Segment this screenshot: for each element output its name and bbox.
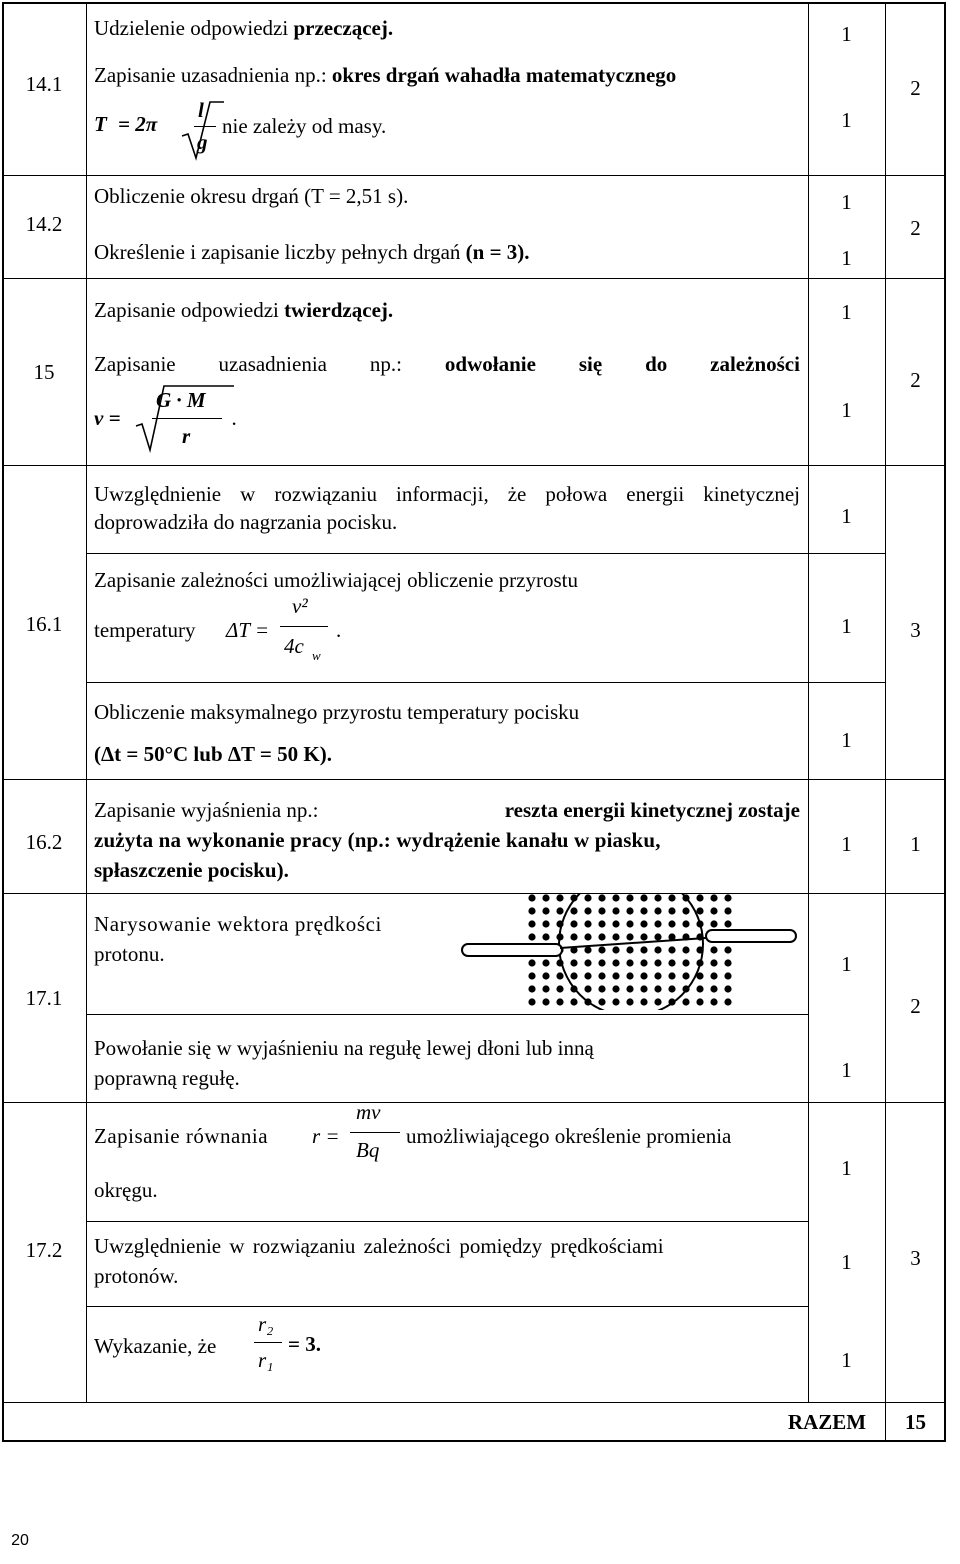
- field-dot: [640, 972, 647, 979]
- point-value: 1: [841, 246, 852, 270]
- field-dot: [668, 920, 675, 927]
- criterion-text: Wykazanie, że: [94, 1334, 217, 1358]
- point-value: 1: [841, 1348, 852, 1372]
- field-dot: [682, 946, 689, 953]
- field-dot: [710, 972, 717, 979]
- row-divider: [2, 779, 946, 780]
- field-dot: [682, 907, 689, 914]
- field-dot: [654, 894, 661, 901]
- criterion-text: Zapisanie zależności umożliwiającej obliczenie przyrostu: [94, 568, 578, 592]
- formula-radius-ratio: r₂ r₁ = 3.: [254, 1316, 354, 1386]
- field-dot: [528, 972, 535, 979]
- proton-entry-arrow: [462, 944, 562, 956]
- point-value: 1: [841, 504, 852, 528]
- field-dot: [724, 985, 731, 992]
- field-dot: [640, 959, 647, 966]
- field-dot: [626, 998, 633, 1005]
- criterion-text: temperatury: [94, 618, 196, 642]
- criterion-text: spłaszczenie pocisku).: [94, 858, 289, 882]
- field-dot: [710, 946, 717, 953]
- field-dot: [570, 998, 577, 1005]
- field-dot: [612, 972, 619, 979]
- criterion-text: Zapisanie uzasadnienia np.: okres drgań wahadła matematycznego: [94, 63, 677, 87]
- point-value: 1: [841, 728, 852, 752]
- field-dot: [528, 959, 535, 966]
- field-dot: [682, 920, 689, 927]
- field-dot: [626, 946, 633, 953]
- field-dot: [584, 920, 591, 927]
- row-divider: [2, 278, 946, 279]
- field-dot: [654, 959, 661, 966]
- criterion-text: Powołanie się w wyjaśnieniu na regułę lewej dłoni lub inną: [94, 1036, 594, 1060]
- total-points: 2: [910, 216, 921, 240]
- field-dot: [528, 985, 535, 992]
- criterion-text: Obliczenie maksymalnego przyrostu temperatury pocisku: [94, 700, 580, 724]
- criterion-text: Zapisanie odpowiedzi twierdzącej.: [94, 298, 394, 322]
- field-dot: [668, 894, 675, 901]
- field-dot: [654, 946, 661, 953]
- point-value: 1: [841, 190, 852, 214]
- field-dot: [612, 946, 619, 953]
- field-dot: [696, 998, 703, 1005]
- row-divider: [2, 1102, 946, 1103]
- field-dot: [654, 998, 661, 1005]
- field-dot: [724, 894, 731, 901]
- field-dot: [668, 972, 675, 979]
- criterion-text: nie zależy od masy.: [222, 114, 387, 138]
- field-dot: [710, 998, 717, 1005]
- criterion-text: Uwzględnienie w rozwiązaniu zależności pomiędzy prędkościami: [94, 1234, 664, 1258]
- field-dot: [570, 907, 577, 914]
- field-dot: [668, 907, 675, 914]
- task-id: 14.1: [25, 72, 63, 96]
- field-dot: [542, 920, 549, 927]
- field-dot: [654, 985, 661, 992]
- row-divider: [86, 553, 885, 554]
- formula-orbital-speed: v = G · M r .: [94, 382, 274, 456]
- field-dot: [584, 907, 591, 914]
- field-dot: [626, 907, 633, 914]
- field-dot: [584, 894, 591, 901]
- field-dot: [598, 998, 605, 1005]
- field-dot: [724, 946, 731, 953]
- point-value: 1: [841, 1250, 852, 1274]
- task-id: 15: [33, 360, 55, 384]
- field-dot: [626, 972, 633, 979]
- field-dot: [612, 920, 619, 927]
- criterion-text: poprawną regułę.: [94, 1066, 240, 1090]
- criterion-text: umożliwiającego określenie promienia: [406, 1124, 732, 1148]
- point-value: 1: [841, 832, 852, 856]
- criterion-text: Narysowanie wektora prędkości: [94, 912, 382, 936]
- field-dot: [710, 959, 717, 966]
- field-dot: [682, 998, 689, 1005]
- field-dot: [668, 985, 675, 992]
- field-dot: [654, 920, 661, 927]
- field-dot: [542, 985, 549, 992]
- field-dot: [542, 972, 549, 979]
- field-dot: [710, 907, 717, 914]
- point-value: 1: [841, 952, 852, 976]
- field-dot: [612, 959, 619, 966]
- criterion-text: Zapisanie równania: [94, 1124, 269, 1148]
- field-dot: [556, 998, 563, 1005]
- field-dot: [556, 894, 563, 901]
- criterion-text: Uwzględnienie w rozwiązaniu informacji, że połowa energii kinetycznej doprowadziła do nagrzania pocisku.: [94, 482, 800, 534]
- field-dot: [570, 920, 577, 927]
- criterion-text: okręgu.: [94, 1178, 158, 1202]
- field-dot: [542, 933, 549, 940]
- field-dot: [542, 907, 549, 914]
- field-dot: [682, 959, 689, 966]
- total-points: 1: [910, 832, 921, 856]
- field-dot: [570, 959, 577, 966]
- criterion-text: Udzielenie odpowiedzi przeczącej.: [94, 16, 394, 40]
- field-dot: [598, 933, 605, 940]
- point-value: 1: [841, 398, 852, 422]
- field-dot: [668, 946, 675, 953]
- field-dot: [654, 933, 661, 940]
- field-dot: [584, 985, 591, 992]
- field-dot: [626, 920, 633, 927]
- page-number: 20: [11, 1532, 29, 1549]
- field-dot: [542, 959, 549, 966]
- field-dot: [724, 920, 731, 927]
- row-divider: [2, 465, 946, 466]
- field-dot: [654, 972, 661, 979]
- field-dot: [584, 946, 591, 953]
- row-divider: [2, 175, 946, 176]
- magnetic-field-diagram: [456, 894, 802, 1010]
- field-dot: [724, 972, 731, 979]
- proton-velocity-vector: [560, 938, 706, 948]
- task-id: 16.1: [25, 612, 63, 636]
- field-dot: [528, 998, 535, 1005]
- task-id: 16.2: [25, 830, 63, 854]
- total-points: 2: [910, 994, 921, 1018]
- field-dot: [724, 959, 731, 966]
- field-dot: [570, 933, 577, 940]
- field-dot: [640, 933, 647, 940]
- field-dot: [696, 907, 703, 914]
- field-dot: [696, 985, 703, 992]
- col-divider: [86, 2, 87, 1402]
- field-dot: [696, 894, 703, 901]
- field-dot: [626, 959, 633, 966]
- total-points: 3: [910, 618, 921, 642]
- field-dot: [542, 998, 549, 1005]
- field-dot: [640, 894, 647, 901]
- field-dot: [612, 933, 619, 940]
- field-dot: [612, 907, 619, 914]
- proton-exit-arrow: [706, 930, 796, 942]
- field-dot: [626, 985, 633, 992]
- point-value: 1: [841, 1156, 852, 1180]
- total-points: 3: [910, 1246, 921, 1270]
- formula-radius: r = mv Bq: [312, 1106, 402, 1176]
- criterion-text: Obliczenie okresu drgań (T = 2,51 s).: [94, 184, 409, 208]
- row-divider: [86, 1014, 808, 1015]
- field-dot: [654, 907, 661, 914]
- point-value: 1: [841, 300, 852, 324]
- field-dot: [710, 920, 717, 927]
- criterion-text: Zapisanie wyjaśnienia np.: reszta energii kinetycznej zostaje: [94, 798, 800, 822]
- field-dot: [612, 985, 619, 992]
- field-dot: [528, 933, 535, 940]
- field-dot: [598, 894, 605, 901]
- point-value: 1: [841, 614, 852, 638]
- field-dot: [556, 972, 563, 979]
- row-divider: [86, 1306, 808, 1307]
- field-dot: [598, 920, 605, 927]
- field-dot: [528, 894, 535, 901]
- criterion-text: zużyta na wykonanie pracy (np.: wydrążenie kanału w piasku,: [94, 828, 661, 852]
- field-dot: [598, 972, 605, 979]
- point-value: 1: [841, 1058, 852, 1082]
- task-id: 17.1: [25, 986, 63, 1010]
- field-dot: [612, 998, 619, 1005]
- formula-period: T = 2π l g: [94, 98, 324, 162]
- total-label: RAZEM: [787, 1410, 867, 1434]
- criterion-text: protonów.: [94, 1264, 179, 1288]
- task-id: 17.2: [25, 1238, 63, 1262]
- total-points: 2: [910, 368, 921, 392]
- criterion-text: (Δt = 50°C lub ΔT = 50 K).: [94, 742, 332, 766]
- field-dot: [584, 972, 591, 979]
- field-dot: [640, 946, 647, 953]
- row-divider: [86, 1221, 808, 1222]
- field-dot: [542, 894, 549, 901]
- point-value: 1: [841, 22, 852, 46]
- criterion-text: Określenie i zapisanie liczby pełnych drgań (n = 3).: [94, 240, 530, 264]
- formula-temperature-rise: ΔT = v² 4c w .: [226, 594, 342, 663]
- field-dot: [640, 998, 647, 1005]
- field-dot: [626, 933, 633, 940]
- field-dot: [598, 907, 605, 914]
- row-divider: [86, 682, 885, 683]
- task-id: 14.2: [25, 212, 63, 236]
- field-dot: [612, 894, 619, 901]
- criterion-text: Zapisanie uzasadnienia np.: odwołanie się do zależności: [94, 352, 800, 376]
- row-divider: [2, 1402, 946, 1403]
- field-dot: [598, 985, 605, 992]
- field-dot: [710, 985, 717, 992]
- field-dot: [668, 959, 675, 966]
- field-dot: [682, 972, 689, 979]
- total-points: 2: [910, 76, 921, 100]
- criterion-text: protonu.: [94, 942, 165, 966]
- field-dot: [640, 985, 647, 992]
- field-dot: [710, 894, 717, 901]
- field-dot: [598, 959, 605, 966]
- field-dot: [528, 907, 535, 914]
- field-dot: [556, 907, 563, 914]
- field-dot: [626, 894, 633, 901]
- field-dot: [570, 972, 577, 979]
- grand-total: 15: [905, 1410, 926, 1434]
- field-dot: [598, 946, 605, 953]
- field-dot: [528, 920, 535, 927]
- field-dot: [584, 933, 591, 940]
- field-dot: [584, 959, 591, 966]
- field-dot: [640, 920, 647, 927]
- field-dot: [724, 998, 731, 1005]
- point-value: 1: [841, 108, 852, 132]
- field-dot: [724, 907, 731, 914]
- field-dot: [640, 907, 647, 914]
- field-dot: [556, 985, 563, 992]
